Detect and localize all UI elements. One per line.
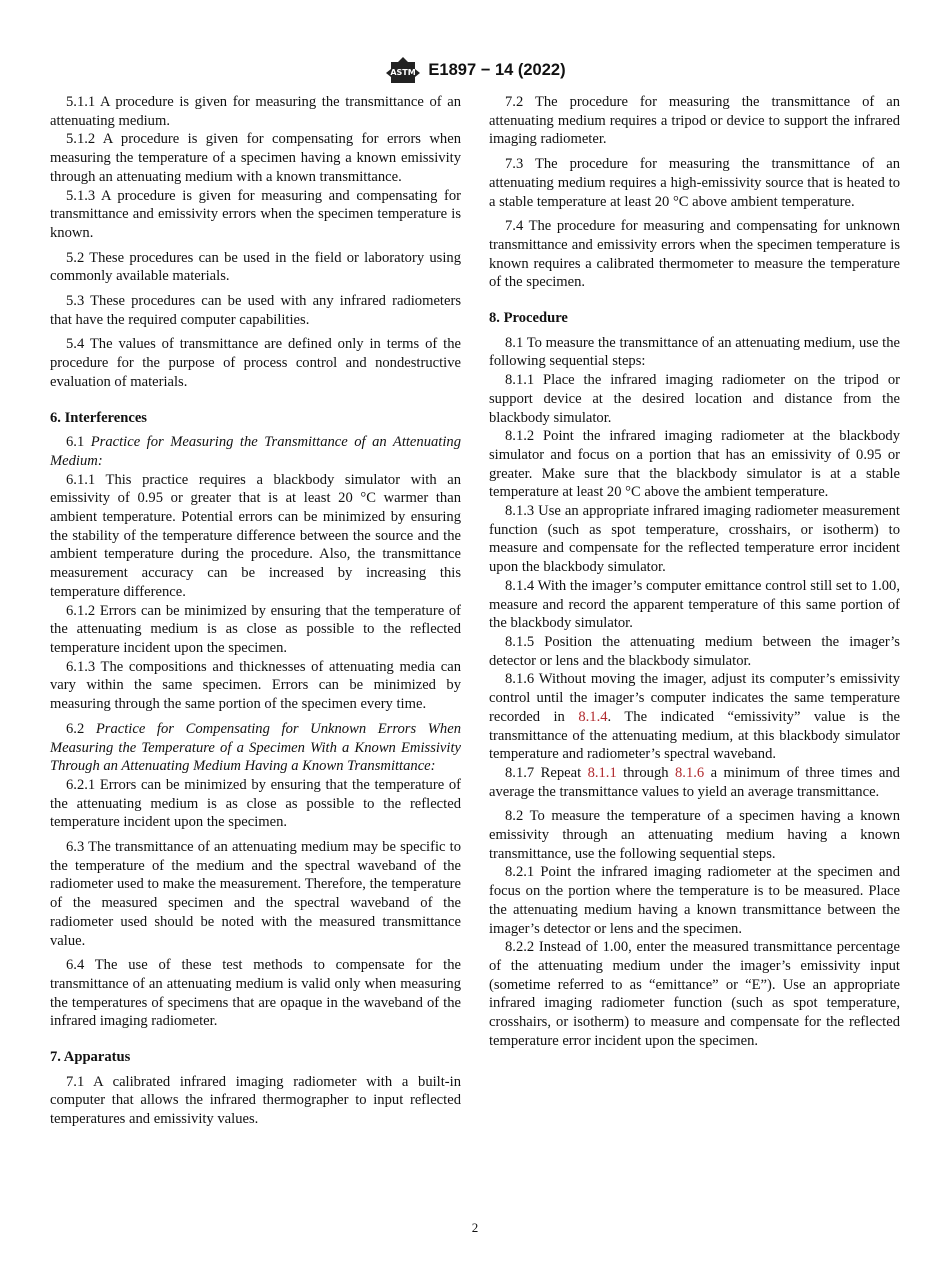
paragraph-7-3: 7.3 The procedure for measuring the transmittance of an attenuating medium requires a high-emissivity source that is heated to a stable temperature at least 20 °C above ambient temperature. xyxy=(489,156,900,210)
paragraph-5-3: 5.3 These procedures can be used with any infrared radiometers that have the required computer capabilities. xyxy=(50,293,461,328)
logo-text: ASTM xyxy=(390,68,417,77)
left-column xyxy=(50,93,461,1129)
paragraph-8-1-1: 8.1.1 Place the infrared imaging radiometer on the tripod or support device at the desired location and distance from the blackbody simulator. xyxy=(489,372,900,426)
paragraph-6-2 xyxy=(50,720,461,776)
paragraph-6-2-1: 6.2.1 Errors can be minimized by ensuring that the temperature of the attenuating medium is as close as possible to the reflected temperature incident upon the specimen. xyxy=(50,776,461,831)
paragraph-8-1: 8.1 To measure the transmittance of an attenuating medium, use the following sequential steps: xyxy=(489,334,900,370)
paragraph-5-4: 5.4 The values of transmittance are defined only in terms of the procedure for the purpose of process control and nondestructive evaluation of materials. xyxy=(50,336,461,390)
section-heading-8: 8. Procedure xyxy=(489,310,568,327)
paragraph-5-1-3: 5.1.3 A procedure is given for measuring and compensating for transmittance and emissivity errors when the specimen temperature is known. xyxy=(50,187,461,241)
paragraph-8-1-7-text-a: 8.1.7 Repeat xyxy=(505,764,588,781)
right-column xyxy=(489,93,900,1050)
paragraph-8-2: 8.2 To measure the temperature of a specimen having a known emissivity through an attenuating medium having a known transmittance, use the following sequential steps. xyxy=(489,808,900,862)
paragraph-8-1-3: 8.1.3 Use an appropriate infrared imaging radiometer measurement function (such as spot temperature, crosshairs, or isotherm) to measure and compensate for the reflected temperature error incident upon the blackbody simulator. xyxy=(489,503,900,576)
astm-logo-icon xyxy=(384,56,422,84)
paragraph-6-1 xyxy=(50,433,461,470)
paragraph-8-2-1: 8.2.1 Point the infrared imaging radiometer at the specimen and focus on the portion where the temperature is to be measured. Place the attenuating medium having a known transmittance between the imager’s detector or lens and the specimen. xyxy=(489,864,900,937)
cross-reference-8-1-4[interactable]: 8.1.4 xyxy=(578,708,608,725)
paragraph-8-2-2: 8.2.2 Instead of 1.00, enter the measured transmittance percentage of the attenuating medium under the imager’s emissivity input (sometime referred to as “emittance” or “E”). Use an appropriate infrared imaging radiometer function (such as spot temperature, crosshairs, or isotherm) to measure and compensate for the reflected temperature error incident upon the specimen. xyxy=(489,939,900,1049)
paragraph-6-4: 6.4 The use of these test methods to compensate for the transmittance of an attenuating medium is valid only when measuring the temperatures of specimens that are opaque in the waveband of the infrared imaging radiometer. xyxy=(50,957,461,1030)
paragraph-5-2: 5.2 These procedures can be used in the field or laboratory using commonly available materials. xyxy=(50,249,461,285)
paragraph-8-1-7-text-b: a minimum of three times and average the transmittance values to yield an average transmittance. xyxy=(489,764,900,800)
paragraph-6-1-number: 6.1 xyxy=(66,434,85,451)
paragraph-6-2-number: 6.2 xyxy=(66,720,85,737)
paragraph-8-1-4: 8.1.4 With the imager’s computer emittance control still set to 1.00, measure and record the apparent temperature of this same portion of the blackbody simulator. xyxy=(489,577,900,632)
paragraph-8-1-6 xyxy=(489,670,900,764)
paragraph-8-1-7 xyxy=(489,764,900,801)
paragraph-8-1-6-text-a: 8.1.6 Without moving the imager, adjust its computer’s emissivity control until the imager’s computer indicates the same temperature recorded in xyxy=(489,671,900,725)
paragraph-6-1-2: 6.1.2 Errors can be minimized by ensuring that the temperature of the attenuating medium is as close as possible to the reflected temperature incident upon the specimen. xyxy=(50,602,461,656)
paragraph-7-4: 7.4 The procedure for measuring and compensating for unknown transmittance and emissivity errors when the specimen temperature is known requires a calibrated thermometer to measure the temperature of the specimen. xyxy=(489,218,900,291)
cross-reference-8-1-6[interactable]: 8.1.6 xyxy=(675,764,705,781)
paragraph-6-1-title: Practice for Measuring the Transmittance of an Attenuating Medium: xyxy=(50,434,461,469)
paragraph-8-1-6-text-b: . The indicated “emissivity” value is the transmittance of the attenuating medium, at this blackbody simulator temperature and radiometer’s spectral waveband. xyxy=(489,708,900,763)
paragraph-8-1-5: 8.1.5 Position the attenuating medium between the imager’s detector or lens and the blackbody simulator. xyxy=(489,633,900,669)
paragraph-6-3: 6.3 The transmittance of an attenuating medium may be specific to the temperature of the medium and the spectral waveband of the radiometer used to make the measurement. Therefore, the temperature of the measured specimen and the spectral waveband of the radiometer used should be noted with the measured transmittance value. xyxy=(50,839,461,949)
paragraph-7-1: 7.1 A calibrated infrared imaging radiometer with a built-in computer that allows the infrared thermographer to input reflected temperatures and emissivity values. xyxy=(50,1073,461,1128)
paragraph-7-2: 7.2 The procedure for measuring the transmittance of an attenuating medium requires a tripod or device to support the infrared imaging radiometer. xyxy=(489,94,900,148)
page-number: 2 xyxy=(471,1220,479,1235)
cross-reference-8-1-1[interactable]: 8.1.1 xyxy=(587,764,617,781)
paragraph-8-1-2: 8.1.2 Point the infrared imaging radiometer at the blackbody simulator and focus on a portion that has an emissivity of 0.95 or greater. Make sure that the blackbody simulator is at a stable temperature at least 20 °C above the ambient temperature. xyxy=(489,428,900,501)
paragraph-6-1-3: 6.1.3 The compositions and thicknesses of attenuating media can vary within the same specimen. Errors can be minimized by measuring through the same portion of the specimen every time. xyxy=(50,658,461,713)
paragraph-6-2-title: Practice for Compensating for Unknown Errors When Measuring the Temperature of a Specimen With a Known Emissivity Through an Attenuating Medium Having a Known Transmittance: xyxy=(50,720,461,775)
page-header xyxy=(0,56,950,84)
paragraph-8-1-7-text-mid: through xyxy=(616,764,675,781)
paragraph-5-1-2: 5.1.2 A procedure is given for compensating for errors when measuring the temperature of a specimen having a known emissivity through an attenuating medium with a known transmittance. xyxy=(50,131,461,185)
section-heading-7: 7. Apparatus xyxy=(50,1049,131,1066)
document-designation: E1897 − 14 (2022) xyxy=(428,60,566,79)
section-heading-6: 6. Interferences xyxy=(50,409,147,426)
paragraph-5-1-1: 5.1.1 A procedure is given for measuring the transmittance of an attenuating medium. xyxy=(50,94,461,129)
paragraph-6-1-1: 6.1.1 This practice requires a blackbody simulator with an emissivity of 0.95 or greater that is at least 20 °C warmer than ambient temperature. Potential errors can be minimized by ensuring the stability of the temperature difference between the source and the ambient temperature during the procedure. Also, the transmittance measurement accuracy can be increased by increasing this temperature difference. xyxy=(50,471,461,600)
